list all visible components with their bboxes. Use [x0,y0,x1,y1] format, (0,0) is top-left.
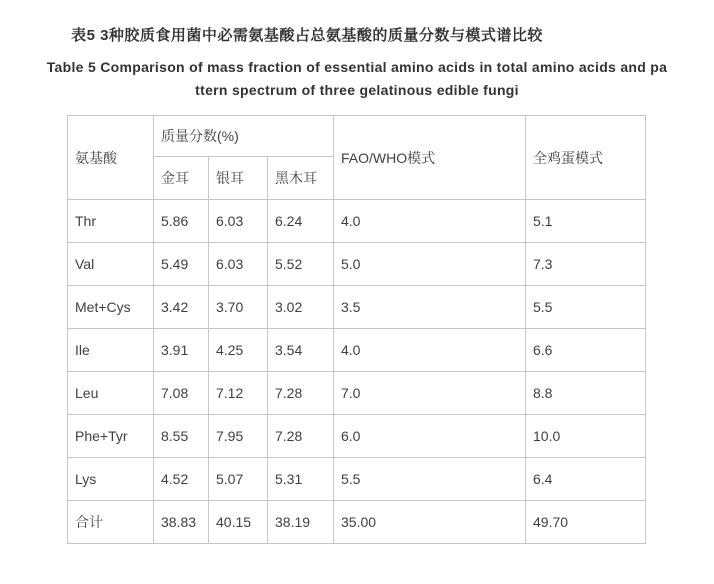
header-yiner: 银耳 [209,157,268,200]
cell-jiner: 3.42 [154,286,209,329]
table-row-total [68,501,646,544]
cell-yiner: 3.70 [209,286,268,329]
header-amino-acid: 氨基酸 [68,116,154,200]
cell-amino-acid: 合计 [68,501,154,544]
cell-jiner: 8.55 [154,415,209,458]
cell-heimuer: 6.24 [268,200,334,243]
table-caption-zh: 表5 3种胶质食用菌中必需氨基酸占总氨基酸的质量分数与模式谱比较 [71,27,543,44]
header-fao-who: FAO/WHO模式 [334,116,526,200]
cell-whole-egg: 6.6 [526,329,646,372]
table-row-leu [68,372,646,415]
cell-fao-who: 7.0 [334,372,526,415]
cell-whole-egg: 8.8 [526,372,646,415]
cell-fao-who: 35.00 [334,501,526,544]
cell-whole-egg: 6.4 [526,458,646,501]
cell-heimuer: 5.31 [268,458,334,501]
cell-jiner: 38.83 [154,501,209,544]
cell-heimuer: 7.28 [268,372,334,415]
cell-amino-acid: Val [68,243,154,286]
table-row-val [68,243,646,286]
cell-heimuer: 7.28 [268,415,334,458]
cell-jiner: 7.08 [154,372,209,415]
table-row-thr [68,200,646,243]
cell-whole-egg: 5.5 [526,286,646,329]
header-jiner: 金耳 [154,157,209,200]
cell-whole-egg: 49.70 [526,501,646,544]
cell-heimuer: 3.54 [268,329,334,372]
cell-yiner: 5.07 [209,458,268,501]
cell-fao-who: 4.0 [334,329,526,372]
cell-yiner: 40.15 [209,501,268,544]
cell-amino-acid: Thr [68,200,154,243]
cell-fao-who: 5.0 [334,243,526,286]
cell-heimuer: 38.19 [268,501,334,544]
cell-heimuer: 5.52 [268,243,334,286]
cell-heimuer: 3.02 [268,286,334,329]
cell-jiner: 5.49 [154,243,209,286]
header-whole-egg: 全鸡蛋模式 [526,116,646,200]
cell-fao-who: 6.0 [334,415,526,458]
cell-yiner: 4.25 [209,329,268,372]
table-caption-en-line2: ttern spectrum of three gelatinous edible fungi [195,82,519,98]
amino-acid-comparison-table [67,115,646,544]
table-caption-en [0,56,714,102]
cell-amino-acid: Ile [68,329,154,372]
cell-whole-egg: 5.1 [526,200,646,243]
cell-jiner: 4.52 [154,458,209,501]
cell-whole-egg: 7.3 [526,243,646,286]
table-caption-en-line1: Table 5 Comparison of mass fraction of essential amino acids in total amino acids and pa [46,59,668,75]
cell-jiner: 5.86 [154,200,209,243]
cell-fao-who: 5.5 [334,458,526,501]
header-row-top [68,116,646,157]
cell-amino-acid: Met+Cys [68,286,154,329]
cell-amino-acid: Phe+Tyr [68,415,154,458]
cell-yiner: 7.12 [209,372,268,415]
table-row-phetyr [68,415,646,458]
table-row-lys [68,458,646,501]
table-row-ile [68,329,646,372]
cell-yiner: 6.03 [209,243,268,286]
cell-amino-acid: Leu [68,372,154,415]
cell-yiner: 7.95 [209,415,268,458]
header-heimuer: 黑木耳 [268,157,334,200]
cell-amino-acid: Lys [68,458,154,501]
cell-whole-egg: 10.0 [526,415,646,458]
cell-yiner: 6.03 [209,200,268,243]
cell-fao-who: 3.5 [334,286,526,329]
cell-jiner: 3.91 [154,329,209,372]
header-mass-fraction: 质量分数(%) [154,116,334,157]
cell-fao-who: 4.0 [334,200,526,243]
table-row-metcys [68,286,646,329]
